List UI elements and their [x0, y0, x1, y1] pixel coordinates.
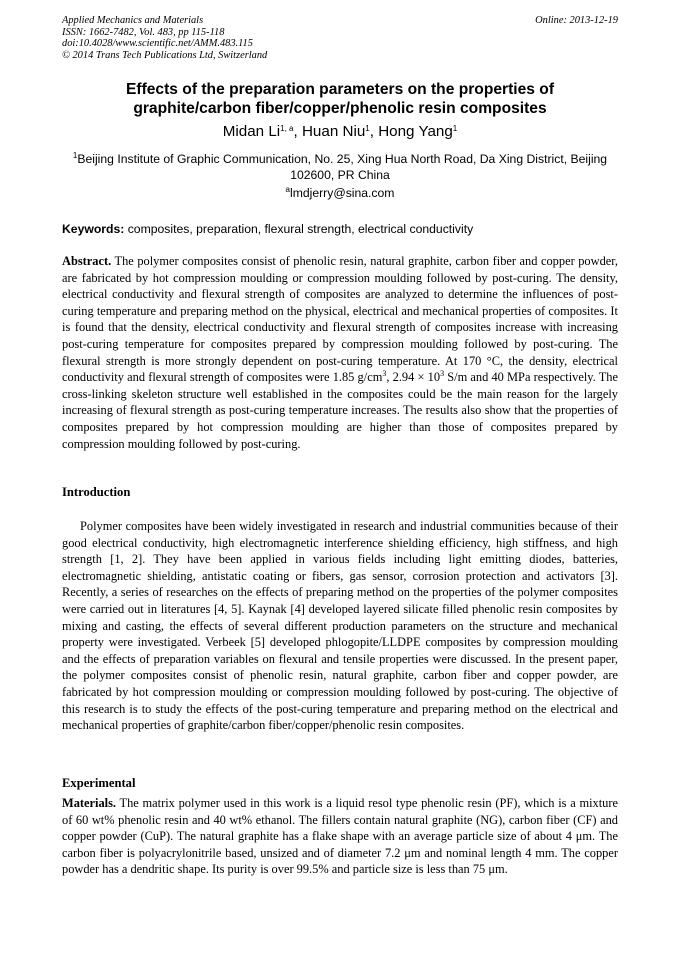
keywords [62, 221, 618, 237]
author-affiliation-mark: 1 [365, 124, 370, 133]
affiliation-mark: 1 [72, 151, 78, 160]
author-separator: , [369, 123, 379, 140]
journal-name: Applied Mechanics and Materials [62, 15, 204, 26]
author-name: Huan Niu [301, 123, 366, 140]
introduction-heading: Introduction [62, 485, 131, 499]
keywords-label: Keywords: [62, 222, 125, 236]
email-mark: a [285, 185, 290, 194]
keywords-text: composites, preparation, flexural strength, electrical conductivity [124, 222, 474, 236]
abstract-text-1: The polymer composites consist of phenolic resin, natural graphite, carbon fiber and copper powder, are fabricated by hot compression moulding or compression moulding followed by post-curing. The density, electrical conductivity and flexural strength of composites are analyzed to determine the influences of post-curing temperature and preparing method on the physical, electrical and mechanical properties of composites. It is found that the density, electrical conductivity and flexural strength of composites increase with increasing post-curing temperature for composites prepared by compression moulding followed by post-curing. The flexural strength is more strongly dependent on post-curing temperature. At 170 °C, the density, electrical conductivity and flexural strength of composites were 1.85 g/cm [62, 254, 618, 385]
abstract-superscript: 3 [440, 369, 445, 379]
affiliation [62, 151, 618, 183]
abstract-text-2: , 2.94 × 10 [386, 370, 441, 385]
online-date: Online: 2013-12-19 [535, 15, 618, 26]
journal-copyright: © 2014 Trans Tech Publications Ltd, Switzerland [62, 49, 268, 61]
materials-text: The matrix polymer used in this work is a liquid resol type phenolic resin (PF), which is a mixture of 60 wt% phenolic resin and 40 wt% ethanol. The fillers contain natural graphite (NG), carbon fiber (CF) and copper powder (CuP). The natural graphite has a flake shape with an average particle size of about 4 μm. The carbon fiber is polyacrylonitrile based, unsized and of diameter 7.2 μm and nominal length 4 mm. The copper powder has a dendritic shape. Its purity is over 99.5% and particle size is less than 75 μm. [62, 796, 618, 877]
affiliation-text: Beijing Institute of Graphic Communication, No. 25, Xing Hua North Road, Da Xing District, Beijing 102600, PR China [77, 152, 608, 182]
materials-paragraph [62, 795, 618, 878]
paper-title [62, 80, 618, 118]
materials-label: Materials. [62, 796, 117, 810]
abstract [62, 253, 618, 452]
journal-header [62, 15, 618, 61]
abstract-label: Abstract. [62, 254, 112, 268]
author-affiliation-mark: 1 [452, 124, 458, 133]
title-line-2: graphite/carbon fiber/copper/phenolic resin composites [133, 100, 547, 117]
email-address[interactable]: lmdjerry@sina.com [289, 186, 395, 200]
abstract-text-3: S/m and 40 MPa respectively. The cross-linking skeleton structure well established in the composites could be the main reason for the largely increasing of flexural strength as post-curing temperature increases. The results also show that the properties of composites prepared by hot compression moulding are higher than those of composites prepared by compression moulding followed by post-curing. [62, 370, 619, 451]
abstract-superscript: 3 [382, 369, 387, 379]
author-name: Midan Li [222, 123, 281, 140]
journal-issn: ISSN: 1662-7482, Vol. 483, pp 115-118 [62, 26, 225, 38]
contact-email [62, 185, 618, 201]
experimental-heading: Experimental [62, 776, 136, 790]
title-line-1: Effects of the preparation parameters on the properties of [125, 81, 555, 98]
author-name: Hong Yang [378, 123, 453, 140]
author-list [62, 123, 618, 141]
introduction-paragraph: Polymer composites have been widely investigated in research and industrial communities because of their good electrical conductivity, high electromagnetic interference shielding efficiency, high stiffness, and high strength [1, 2]. They have been applied in various fields including light emitting diodes, batteries, electromagnetic shielding, antistatic coating or fibers, gas sensor, corrosion protection and activators [3]. Recently, a series of researches on the effects of preparing method on the properties of the polymer composites were carried out in literatures [4, 5]. Kaynak [4] developed layered silicate filled phenolic resin composites by mixing and casting, the effects of several different production parameters on the structure and mechanical property were investigated. Verbeek [5] developed phlogopite/LLDPE composites by compression moulding and the effects of preparation variables on flexural and tensile properties were discussed. In the present paper, the polymer composites consist of phenolic resin, natural graphite, carbon fiber and copper powder, are fabricated by hot compression moulding or compression moulding followed by post-curing. The objective of this research is to study the effects of the post-curing temperature and preparing method on the electrical and mechanical properties of graphite/carbon fiber/copper/phenolic resin composites. [62, 519, 618, 733]
author-separator: , [293, 123, 302, 140]
author-affiliation-mark: 1, a [280, 124, 294, 133]
journal-doi: doi:10.4028/www.scientific.net/AMM.483.115 [62, 38, 253, 50]
